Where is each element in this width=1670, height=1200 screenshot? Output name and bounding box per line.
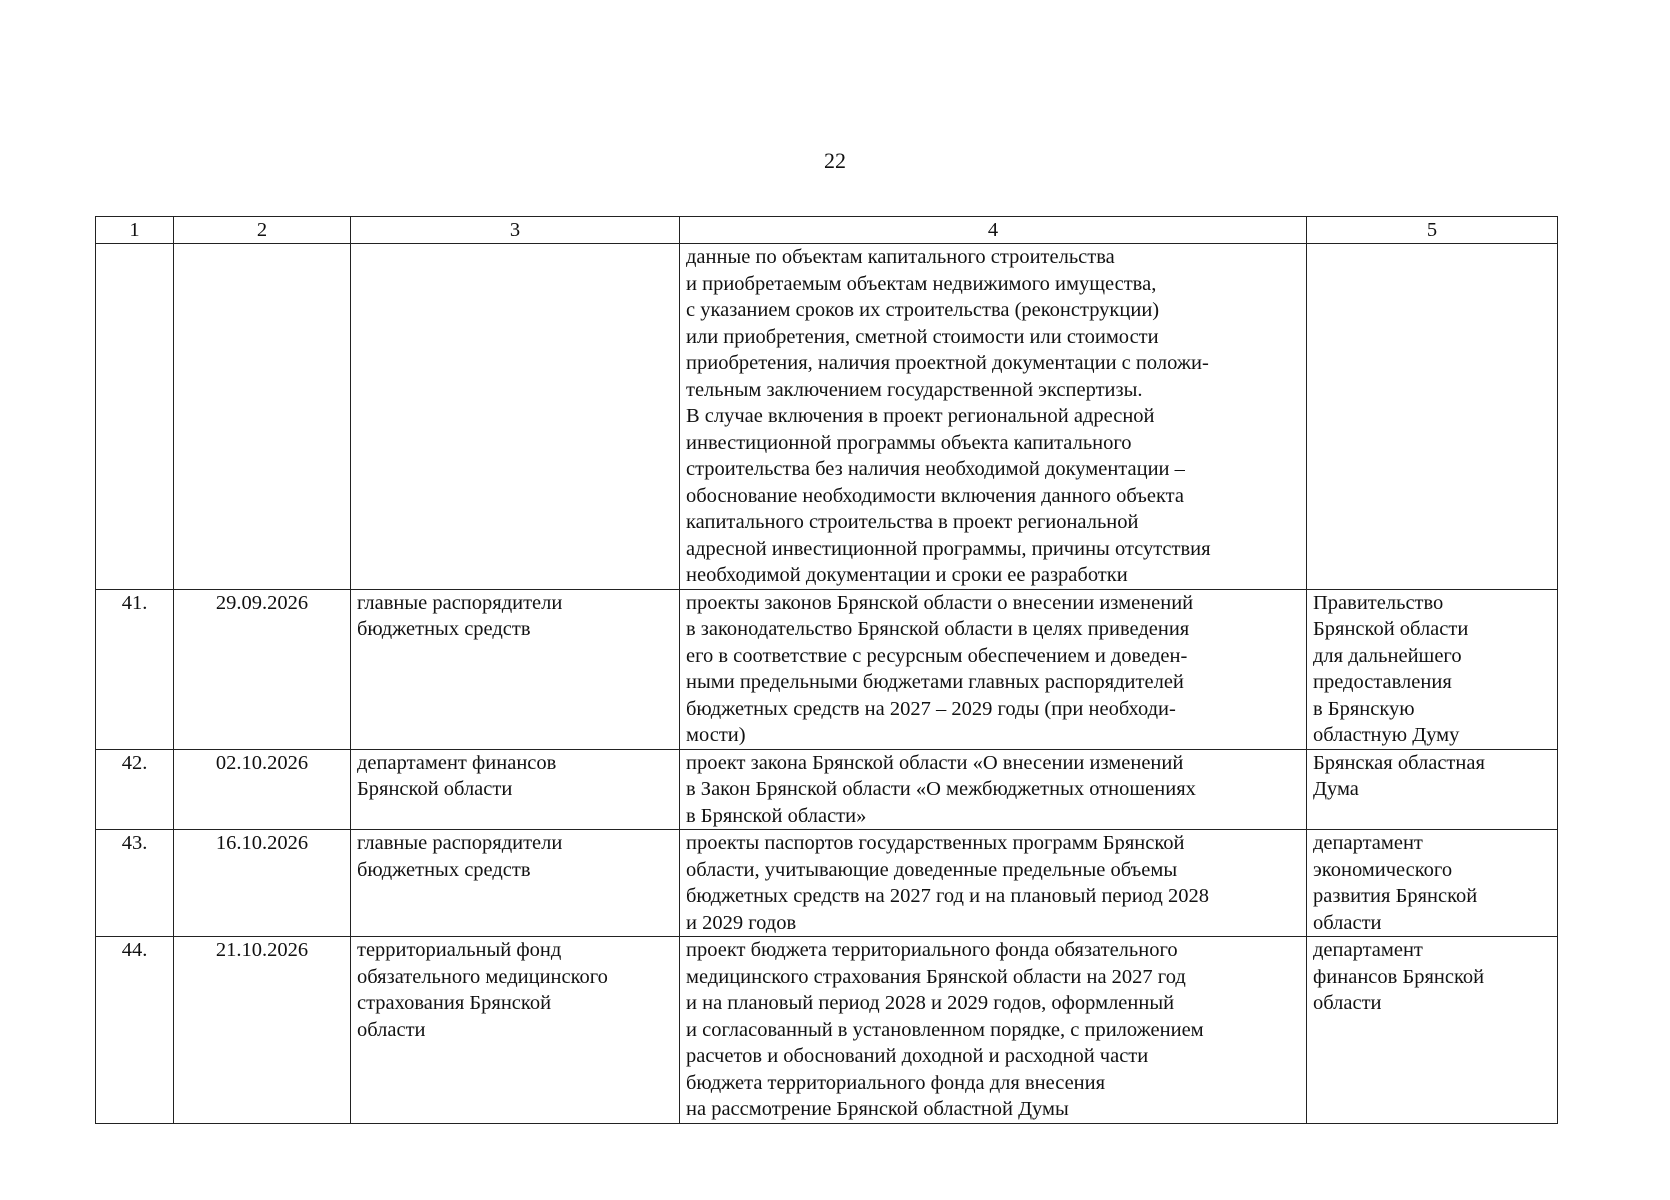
cell-line: адресной инвестиционной программы, причины отсутствия [686, 537, 1211, 560]
schedule-table [95, 216, 1558, 1124]
cell-line: экономического [1313, 858, 1453, 881]
cell-line: Дума [1313, 778, 1359, 800]
document-cell [680, 589, 1307, 749]
cell-line: в законодательство Брянской области в целях приведения [686, 618, 1190, 640]
recipient-cell [1307, 749, 1558, 830]
cell-line: страхования Брянской [357, 992, 552, 1014]
cell-line: развития Брянской [1313, 885, 1478, 907]
document-cell [680, 749, 1307, 830]
cell-line: или приобретения, сметной стоимости или стоимости [686, 325, 1159, 348]
cell-line: в Брянскую [1313, 697, 1415, 720]
cell-line: территориальный фонд [357, 939, 562, 961]
row-number-cell [96, 244, 174, 590]
date-cell: 29.09.2026 [174, 589, 351, 749]
row-number-cell: 42. [96, 749, 174, 830]
cell-line: расчетов и обоснований доходной и расходной части [686, 1045, 1149, 1067]
cell-line: для дальнейшего [1313, 644, 1462, 667]
cell-line: необходимой документации и сроки ее разработки [686, 564, 1128, 586]
cell-line: обязательного медицинского [357, 965, 608, 988]
cell-line: и приобретаемым объектам недвижимого имущества, [686, 272, 1157, 295]
cell-line: бюджетных средств [357, 618, 531, 640]
cell-line: на рассмотрение Брянской областной Думы [686, 1098, 1069, 1120]
cell-line: капитального строительства в проект региональной [686, 511, 1139, 533]
responsible-cell [351, 749, 680, 830]
cell-line: медицинского страхования Брянской области на 2027 год [686, 965, 1186, 988]
cell-line: приобретения, наличия проектной документации с положи- [686, 352, 1209, 374]
cell-line: бюджетных средств на 2027 – 2029 годы (при необходи- [686, 697, 1176, 720]
table-row [96, 589, 1558, 749]
cell-line: обоснование необходимости включения данного объекта [686, 484, 1184, 507]
column-header-1: 1 [96, 217, 174, 244]
cell-line: данные по объектам капитального строительства [686, 246, 1115, 268]
cell-line: департамент финансов [357, 751, 557, 774]
table-row [96, 749, 1558, 830]
cell-line: и на плановый период 2028 и 2029 годов, оформленный [686, 992, 1175, 1014]
row-number-cell: 41. [96, 589, 174, 749]
date-cell [174, 244, 351, 590]
recipient-cell [1307, 937, 1558, 1124]
row-number-cell: 44. [96, 937, 174, 1124]
cell-line: его в соответствие с ресурсным обеспечением и доведен- [686, 644, 1188, 667]
document-cell [680, 244, 1307, 590]
cell-line: области, учитывающие доведенные предельные объемы [686, 858, 1178, 881]
table-body [96, 244, 1558, 1124]
document-cell [680, 937, 1307, 1124]
column-header-5: 5 [1307, 217, 1558, 244]
date-cell: 21.10.2026 [174, 937, 351, 1124]
cell-line: ными предельными бюджетами главных распорядителей [686, 671, 1184, 693]
date-cell: 02.10.2026 [174, 749, 351, 830]
cell-line: области [1313, 992, 1382, 1014]
table-row [96, 830, 1558, 937]
cell-line: Брянской области [1313, 618, 1469, 640]
cell-line: области [1313, 911, 1382, 934]
cell-line: финансов Брянской [1313, 965, 1485, 988]
cell-line: В случае включения в проект региональной адресной [686, 405, 1155, 427]
cell-line: главные распорядители [357, 591, 563, 614]
cell-line: проект закона Брянской области «О внесении изменений [686, 751, 1184, 774]
cell-line: проекты законов Брянской области о внесении изменений [686, 591, 1194, 614]
cell-line: бюджетных средств [357, 858, 531, 881]
cell-line: и согласованный в установленном порядке, с приложением [686, 1018, 1204, 1041]
cell-line: проекты паспортов государственных программ Брянской [686, 832, 1185, 854]
cell-line: областную Думу [1313, 724, 1460, 746]
responsible-cell [351, 589, 680, 749]
responsible-cell [351, 937, 680, 1124]
column-header-4: 4 [680, 217, 1307, 244]
cell-line: тельным заключением государственной экспертизы. [686, 378, 1143, 401]
recipient-cell [1307, 830, 1558, 937]
date-cell: 16.10.2026 [174, 830, 351, 937]
column-header-3: 3 [351, 217, 680, 244]
cell-line: строительства без наличия необходимой документации – [686, 458, 1185, 480]
continuation-row [96, 244, 1558, 590]
recipient-cell [1307, 589, 1558, 749]
cell-line: проект бюджета территориального фонда обязательного [686, 939, 1178, 961]
cell-line: предоставления [1313, 671, 1452, 693]
cell-line: департамент [1313, 939, 1423, 961]
cell-line: Правительство [1313, 591, 1444, 614]
cell-line: Брянская областная [1313, 751, 1485, 774]
cell-line: бюджета территориального фонда для внесения [686, 1071, 1106, 1094]
cell-line: инвестиционной программы объекта капитального [686, 431, 1132, 454]
recipient-cell [1307, 244, 1558, 590]
cell-line: Брянской области [357, 778, 513, 800]
document-cell [680, 830, 1307, 937]
cell-line: области [357, 1018, 426, 1041]
cell-line: в Закон Брянской области «О межбюджетных отношениях [686, 778, 1196, 800]
cell-line: бюджетных средств на 2027 год и на плановый период 2028 [686, 885, 1209, 907]
cell-line: департамент [1313, 832, 1423, 854]
row-number-cell: 43. [96, 830, 174, 937]
cell-line: и 2029 годов [686, 911, 797, 934]
responsible-cell [351, 244, 680, 590]
cell-line: мости) [686, 724, 746, 746]
cell-line: в Брянской области» [686, 804, 867, 827]
column-header-2: 2 [174, 217, 351, 244]
responsible-cell [351, 830, 680, 937]
table-row [96, 937, 1558, 1124]
cell-line: главные распорядители [357, 832, 563, 854]
header-row [96, 217, 1558, 244]
cell-line: с указанием сроков их строительства (реконструкции) [686, 299, 1160, 321]
page-number: 22 [824, 148, 846, 173]
